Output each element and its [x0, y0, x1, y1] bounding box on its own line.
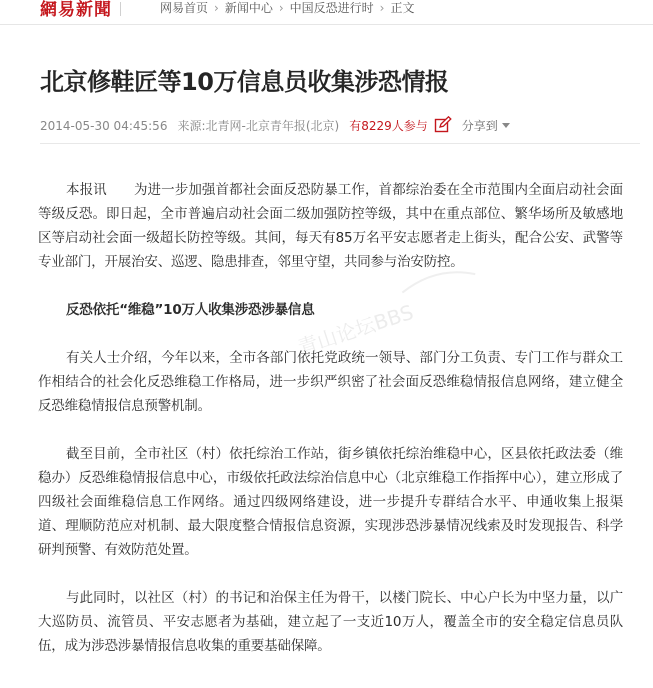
share-label: 分享到: [461, 119, 498, 133]
breadcrumb-current-page: 正文: [390, 1, 415, 15]
breadcrumb-separator: ›: [214, 1, 219, 15]
meta-divider: [40, 143, 640, 144]
publish-date: 2014-05-30 04:45:56: [40, 119, 168, 133]
breadcrumb-netease-home[interactable]: 网易首页: [160, 1, 209, 15]
logo-divider: [120, 2, 121, 16]
breadcrumb: [160, 0, 415, 18]
top-navigation-bar: [0, 0, 653, 25]
paragraph-intro: 本报讯 为进一步加强首都社会面反恐防暴工作，首都综治委在全市范围内全面启动社会面等级反恐。即日起，全市普遍启动社会面二级加强防控等级，其中在重点部位、繁华场所及敏感地区等启动社会面一级超长防控等级。其间，每天有85万名平安志愿者走上街头，配合公安、武警等专业部门，开展治安、巡逻、隐患排查，邻里守望，共同参与治安防控。: [38, 182, 623, 270]
participants-link[interactable]: 有8229人参与: [349, 119, 428, 133]
comment-edit-icon[interactable]: [434, 116, 452, 134]
svg-text:青山论坛BBS: 青山论坛BBS: [294, 299, 417, 360]
paragraph-4: 与此同时，以社区（村）的书记和治保主任为骨干，以楼门院长、中心户长为中坚力量，以广大巡防员、流管员、平安志愿者为基础，建立起了一支近10万人，覆盖全市的安全稳定信息员队伍，成为涉恐涉暴情报信息收集的重要基础保障。: [38, 590, 623, 654]
breadcrumb-anti-terror-channel[interactable]: 中国反恐进行时: [289, 1, 374, 15]
breadcrumb-news-center[interactable]: 新闻中心: [224, 1, 273, 15]
chevron-down-icon: [502, 123, 510, 128]
source-link[interactable]: 北青网-北京青年报(北京): [205, 119, 340, 133]
breadcrumb-separator: ›: [379, 1, 385, 15]
article-title: 北京修鞋匠等10万信息员收集涉恐情报: [40, 68, 449, 96]
netease-news-logo[interactable]: [40, 0, 131, 20]
article-body: [38, 178, 623, 682]
logo-text: 網易新聞: [40, 0, 112, 20]
paragraph-2: 有关人士介绍，今年以来，全市各部门依托党政统一领导、部门分工负责、专门工作与群众工作相结合的社会化反恐维稳工作格局，进一步织严织密了社会面反恐维稳情报信息网络，建立健全反恐维稳情报信息预警机制。: [38, 350, 623, 414]
paragraph-3: 截至目前，全市社区（村）依托综治工作站，街乡镇依托综治维稳中心，区县依托政法委（维稳办）反恐维稳情报信息中心，市级依托政法综治信息中心（北京维稳工作指挥中心），建立形成了四级社会面维稳信息工作网络。通过四级网络建设，进一步提升专群结合水平、申通收集上报渠道、理顺防范应对机制、最大限度整合情报信息资源，实现涉恐涉暴情况线索及时发现报告、科学研判预警、有效防范处置。: [38, 446, 623, 558]
article-meta: [40, 116, 640, 134]
share-dropdown[interactable]: [462, 119, 510, 133]
source-label: 来源:: [177, 119, 206, 133]
section-subheading: 反恐依托“维稳”10万人收集涉恐涉暴信息: [66, 302, 315, 318]
breadcrumb-separator: ›: [278, 1, 284, 15]
